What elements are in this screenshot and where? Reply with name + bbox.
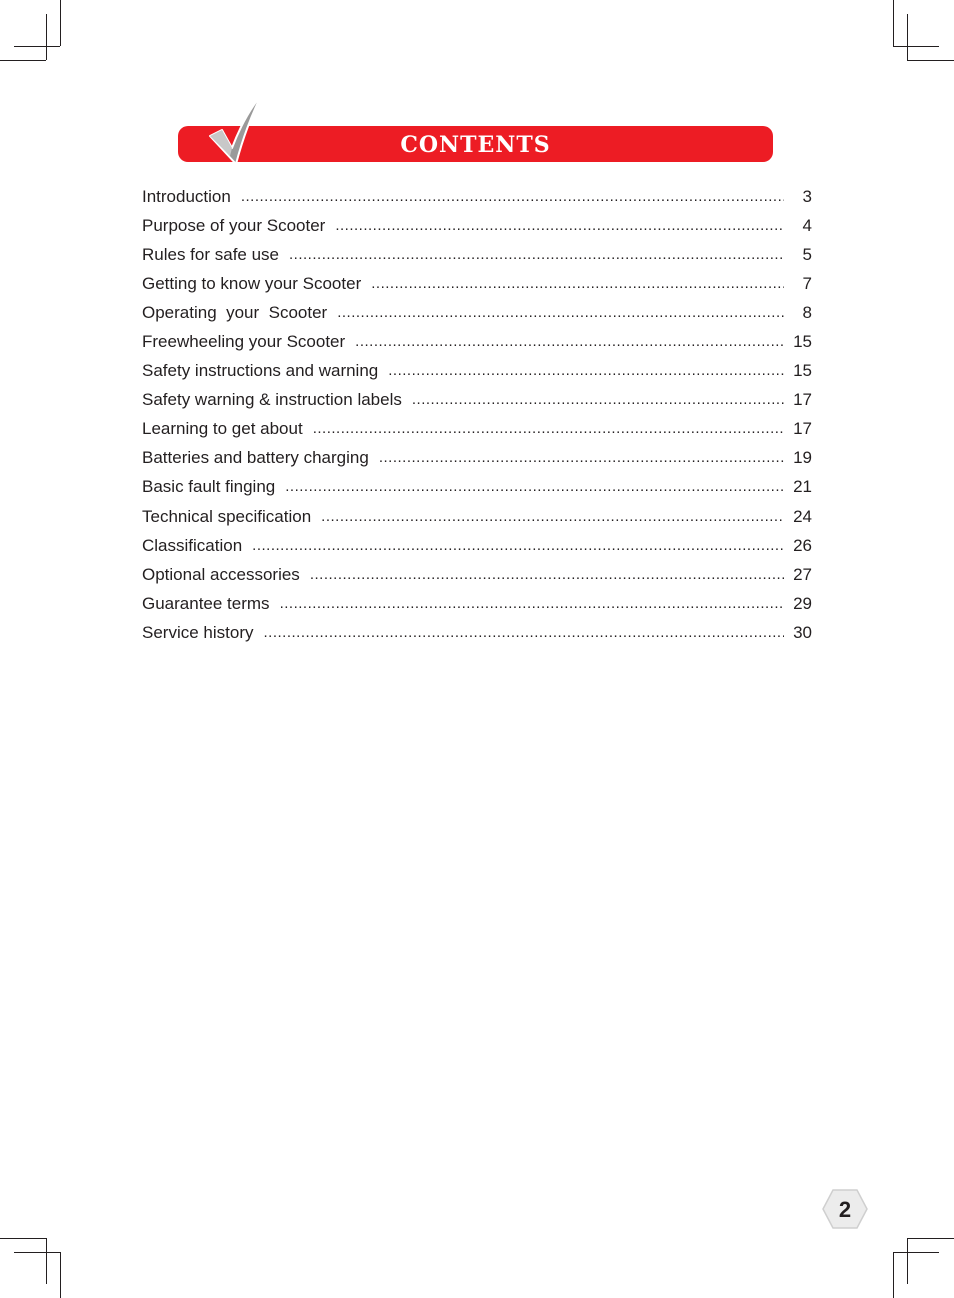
toc-entry[interactable] bbox=[142, 240, 812, 269]
toc-entry-title: Batteries and battery charging bbox=[142, 448, 369, 468]
dot-leader bbox=[379, 448, 784, 468]
crop-mark bbox=[893, 0, 894, 46]
toc-entry-page: 15 bbox=[793, 361, 812, 381]
toc-entry[interactable] bbox=[142, 327, 812, 356]
toc-entry[interactable] bbox=[142, 298, 812, 327]
toc-entry-title: Technical specification bbox=[142, 506, 312, 526]
toc-entry-page: 3 bbox=[802, 186, 812, 206]
toc-entry[interactable] bbox=[142, 182, 812, 211]
crop-mark bbox=[893, 1252, 939, 1253]
dot-leader bbox=[289, 245, 784, 265]
page-title: CONTENTS bbox=[400, 132, 551, 158]
toc-entry-page: 21 bbox=[793, 477, 812, 497]
dot-leader bbox=[252, 536, 784, 556]
toc-entry[interactable] bbox=[142, 560, 812, 589]
toc-entry-title: Getting to know your Scooter bbox=[142, 273, 362, 293]
toc-entry-title: Optional accessories bbox=[142, 564, 300, 584]
toc-entry-title: Service history bbox=[142, 622, 254, 642]
page-number-badge bbox=[822, 1188, 868, 1230]
dot-leader bbox=[313, 419, 784, 439]
crop-mark bbox=[60, 0, 61, 46]
toc-entry[interactable] bbox=[142, 473, 812, 502]
toc-entry-page: 24 bbox=[793, 506, 812, 526]
toc-entry-title: Classification bbox=[142, 535, 243, 555]
crop-mark bbox=[0, 1238, 46, 1239]
toc-entry-page: 27 bbox=[793, 564, 812, 584]
dot-leader bbox=[337, 303, 784, 323]
crop-mark bbox=[46, 14, 47, 60]
dot-leader bbox=[280, 594, 784, 614]
toc-entry[interactable] bbox=[142, 415, 812, 444]
toc-entry-title: Basic fault finging bbox=[142, 477, 276, 497]
toc-entry-page: 7 bbox=[802, 273, 812, 293]
crop-mark bbox=[893, 1252, 894, 1298]
dot-leader bbox=[285, 477, 784, 497]
toc-entry-title: Operating your Scooter bbox=[142, 302, 328, 322]
toc-entry-page: 19 bbox=[793, 448, 812, 468]
dot-leader bbox=[241, 187, 784, 207]
toc-entry[interactable] bbox=[142, 618, 812, 647]
table-of-contents bbox=[142, 182, 812, 648]
dot-leader bbox=[388, 361, 784, 381]
dot-leader bbox=[335, 216, 784, 236]
dot-leader bbox=[371, 274, 784, 294]
dot-leader bbox=[321, 507, 784, 527]
crop-mark bbox=[46, 1238, 47, 1284]
toc-entry[interactable] bbox=[142, 589, 812, 618]
toc-entry[interactable] bbox=[142, 211, 812, 240]
toc-entry[interactable] bbox=[142, 357, 812, 386]
dot-leader bbox=[310, 565, 784, 585]
dot-leader bbox=[412, 390, 784, 410]
toc-entry-title: Rules for safe use bbox=[142, 244, 280, 264]
toc-entry-title: Purpose of your Scooter bbox=[142, 215, 326, 235]
toc-entry-title: Safety instructions and warning bbox=[142, 361, 379, 381]
toc-entry[interactable] bbox=[142, 386, 812, 415]
toc-entry-page: 8 bbox=[802, 302, 812, 322]
toc-entry-title: Introduction bbox=[142, 186, 231, 206]
crop-mark bbox=[14, 46, 60, 47]
crop-mark bbox=[0, 60, 46, 61]
toc-entry-page: 17 bbox=[793, 390, 812, 410]
dot-leader bbox=[263, 623, 784, 643]
toc-entry-page: 29 bbox=[793, 593, 812, 613]
toc-entry[interactable] bbox=[142, 502, 812, 531]
checkmark-icon bbox=[200, 90, 270, 170]
toc-entry[interactable] bbox=[142, 531, 812, 560]
toc-entry-page: 15 bbox=[793, 332, 812, 352]
toc-entry-page: 5 bbox=[802, 244, 812, 264]
crop-mark bbox=[907, 1238, 954, 1239]
toc-entry-title: Guarantee terms bbox=[142, 593, 270, 613]
crop-mark bbox=[907, 1238, 908, 1284]
page-number: 2 bbox=[838, 1197, 852, 1222]
crop-mark bbox=[907, 60, 954, 61]
dot-leader bbox=[355, 332, 784, 352]
crop-mark bbox=[14, 1252, 60, 1253]
toc-entry[interactable] bbox=[142, 444, 812, 473]
toc-entry-page: 4 bbox=[802, 215, 812, 235]
crop-mark bbox=[60, 1252, 61, 1298]
toc-entry-page: 30 bbox=[793, 622, 812, 642]
crop-mark bbox=[893, 46, 939, 47]
toc-entry-title: Safety warning & instruction labels bbox=[142, 390, 402, 410]
toc-entry-title: Freewheeling your Scooter bbox=[142, 332, 346, 352]
toc-entry-page: 17 bbox=[793, 419, 812, 439]
toc-entry-page: 26 bbox=[793, 535, 812, 555]
toc-entry-title: Learning to get about bbox=[142, 419, 303, 439]
crop-mark bbox=[907, 14, 908, 60]
toc-entry[interactable] bbox=[142, 269, 812, 298]
